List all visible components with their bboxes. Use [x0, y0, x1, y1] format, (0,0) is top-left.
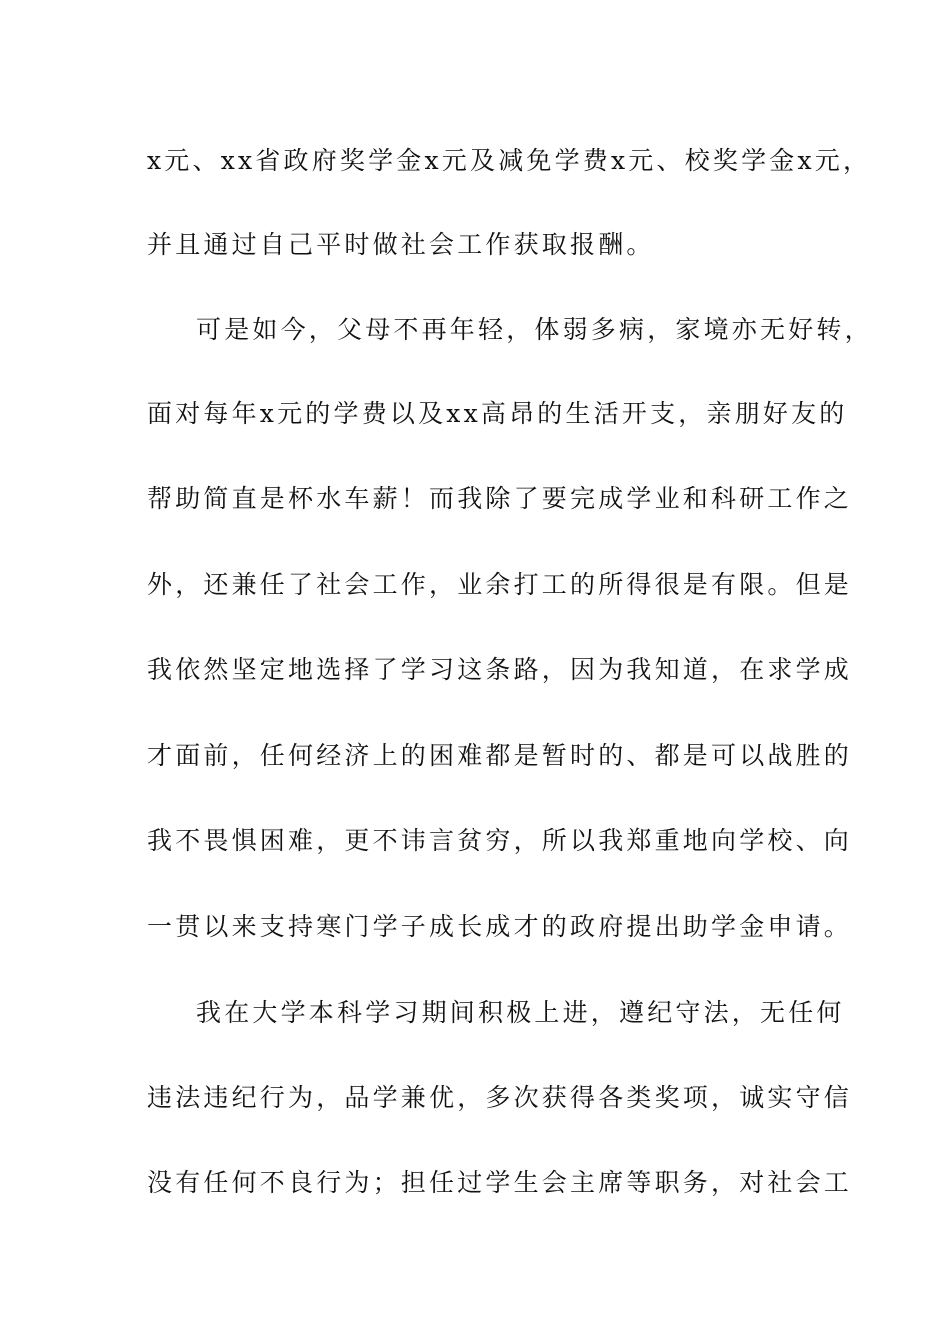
text-line-6: 外，还兼任了社会工作，业余打工的所得很是有限。但是 — [147, 570, 853, 599]
text-line-7: 我依然坚定地选择了学习这条路，因为我知道，在求学成 — [147, 655, 853, 684]
text-line-1: x元、xx省政府奖学金x元及减免学费x元、校奖学金x元， — [147, 146, 872, 175]
text-line-2: 并且通过自己平时做社会工作获取报酬。 — [147, 230, 655, 259]
text-line-5: 帮助简直是杯水车薪！而我除了要完成学业和科研工作之 — [147, 484, 853, 513]
text-line-9: 我不畏惧困难，更不讳言贫穷，所以我郑重地向学校、向 — [147, 826, 853, 855]
text-line-4: 面对每年x元的学费以及xx高昂的生活开支，亲朋好友的 — [147, 399, 848, 428]
text-line-13: 没有任何不良行为；担任过学生会主席等职务，对社会工 — [147, 1168, 853, 1197]
text-line-12: 违法违纪行为，品学兼优，多次获得各类奖项，诚实守信 — [147, 1083, 853, 1112]
text-line-8: 才面前，任何经济上的困难都是暂时的、都是可以战胜的 — [147, 741, 853, 770]
text-line-11: 我在大学本科学习期间积极上进，遵纪守法，无任何 — [196, 998, 845, 1027]
text-line-3: 可是如今，父母不再年轻，体弱多病，家境亦无好转， — [196, 315, 873, 344]
text-line-10: 一贯以来支持寒门学子成长成才的政府提出助学金申请。 — [147, 912, 853, 941]
